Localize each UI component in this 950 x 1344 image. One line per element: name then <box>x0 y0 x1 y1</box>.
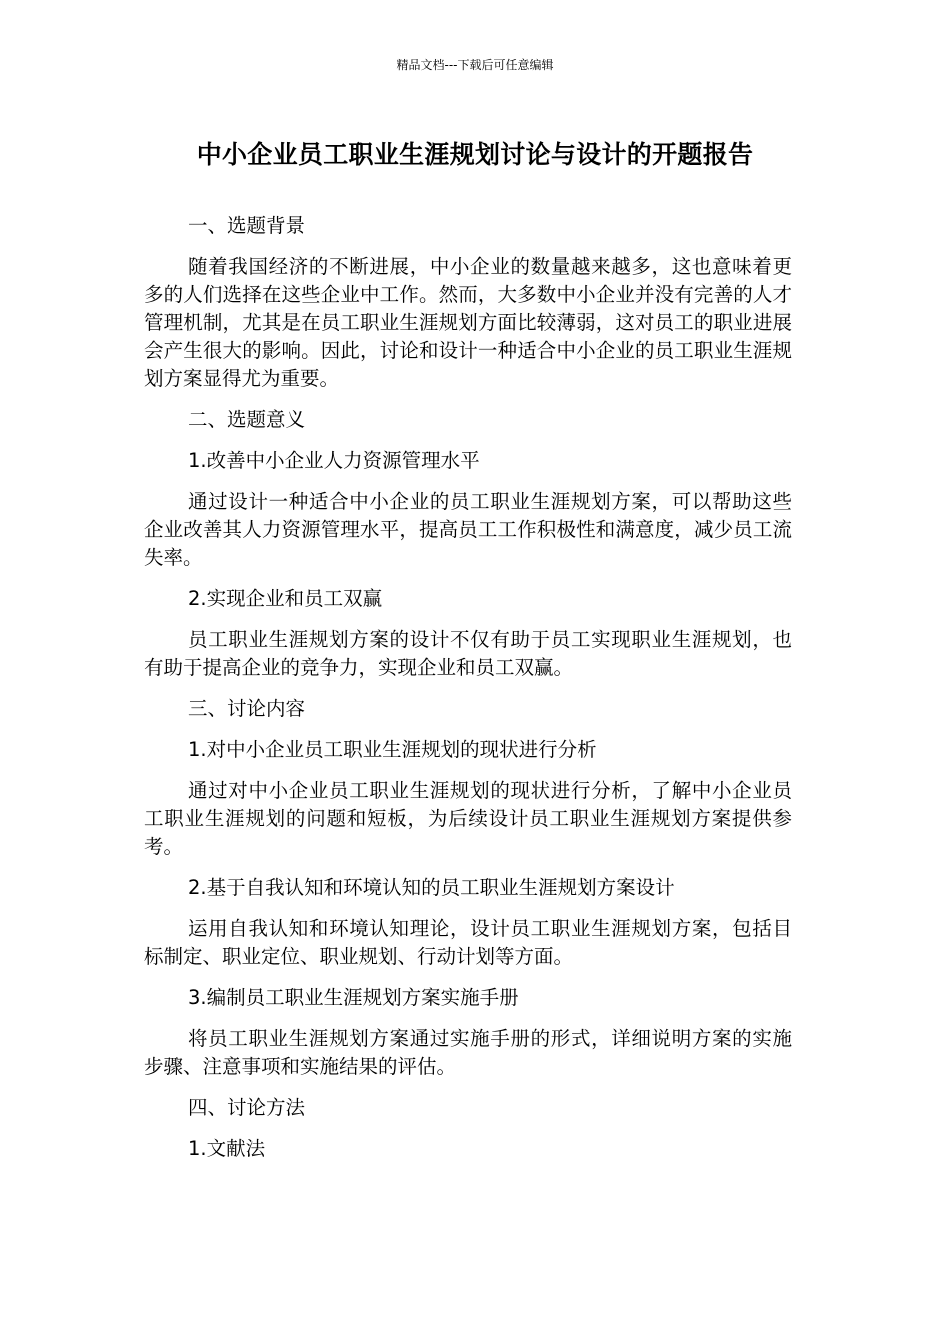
page-header: 精品文档---下载后可任意编辑 <box>396 58 554 72</box>
content-item-1-paragraph: 通过对中小企业员工职业生涯规划的现状进行分析，了解中小企业员工职业生涯规划的问题和短板，为后续设计员工职业生涯规划方案提供参考。 <box>144 779 792 858</box>
significance-item-1-paragraph: 通过设计一种适合中小企业的员工职业生涯规划方案，可以帮助这些企业改善其人力资源管理水平，提高员工工作积极性和满意度，减少员工流失率。 <box>144 490 792 569</box>
document-title: 中小企业员工职业生涯规划讨论与设计的开题报告 <box>196 140 754 169</box>
section-heading-methods: 四、讨论方法 <box>188 1096 306 1119</box>
content-item-2-title: 2.基于自我认知和环境认知的员工职业生涯规划方案设计 <box>188 876 675 899</box>
content-item-3-paragraph: 将员工职业生涯规划方案通过实施手册的形式，详细说明方案的实施步骤、注意事项和实施结果的评估。 <box>144 1027 792 1078</box>
section-heading-significance: 二、选题意义 <box>188 408 306 431</box>
background-paragraph: 随着我国经济的不断进展，中小企业的数量越来越多，这也意味着更多的人们选择在这些企业中工作。然而，大多数中小企业并没有完善的人才管理机制，尤其是在员工职业生涯规划方面比较薄弱，这对员工的职业进展会产生很大的影响。因此，讨论和设计一种适合中小企业的员工职业生涯规划方案显得尤为重要。 <box>144 255 792 390</box>
significance-item-2-title: 2.实现企业和员工双赢 <box>188 587 383 610</box>
content-item-1-title: 1.对中小企业员工职业生涯规划的现状进行分析 <box>188 738 597 761</box>
significance-item-2-paragraph: 员工职业生涯规划方案的设计不仅有助于员工实现职业生涯规划，也有助于提高企业的竞争力，实现企业和员工双赢。 <box>144 628 792 679</box>
section-heading-background: 一、选题背景 <box>188 214 306 237</box>
methods-item-1-title: 1.文献法 <box>188 1137 266 1160</box>
document-body <box>144 212 792 1163</box>
content-item-3-title: 3.编制员工职业生涯规划方案实施手册 <box>188 986 519 1009</box>
significance-item-1-title: 1.改善中小企业人力资源管理水平 <box>188 449 480 472</box>
content-item-2-paragraph: 运用自我认知和环境认知理论，设计员工职业生涯规划方案，包括目标制定、职业定位、职业规划、行动计划等方面。 <box>144 917 792 968</box>
section-heading-content: 三、讨论内容 <box>188 697 306 720</box>
